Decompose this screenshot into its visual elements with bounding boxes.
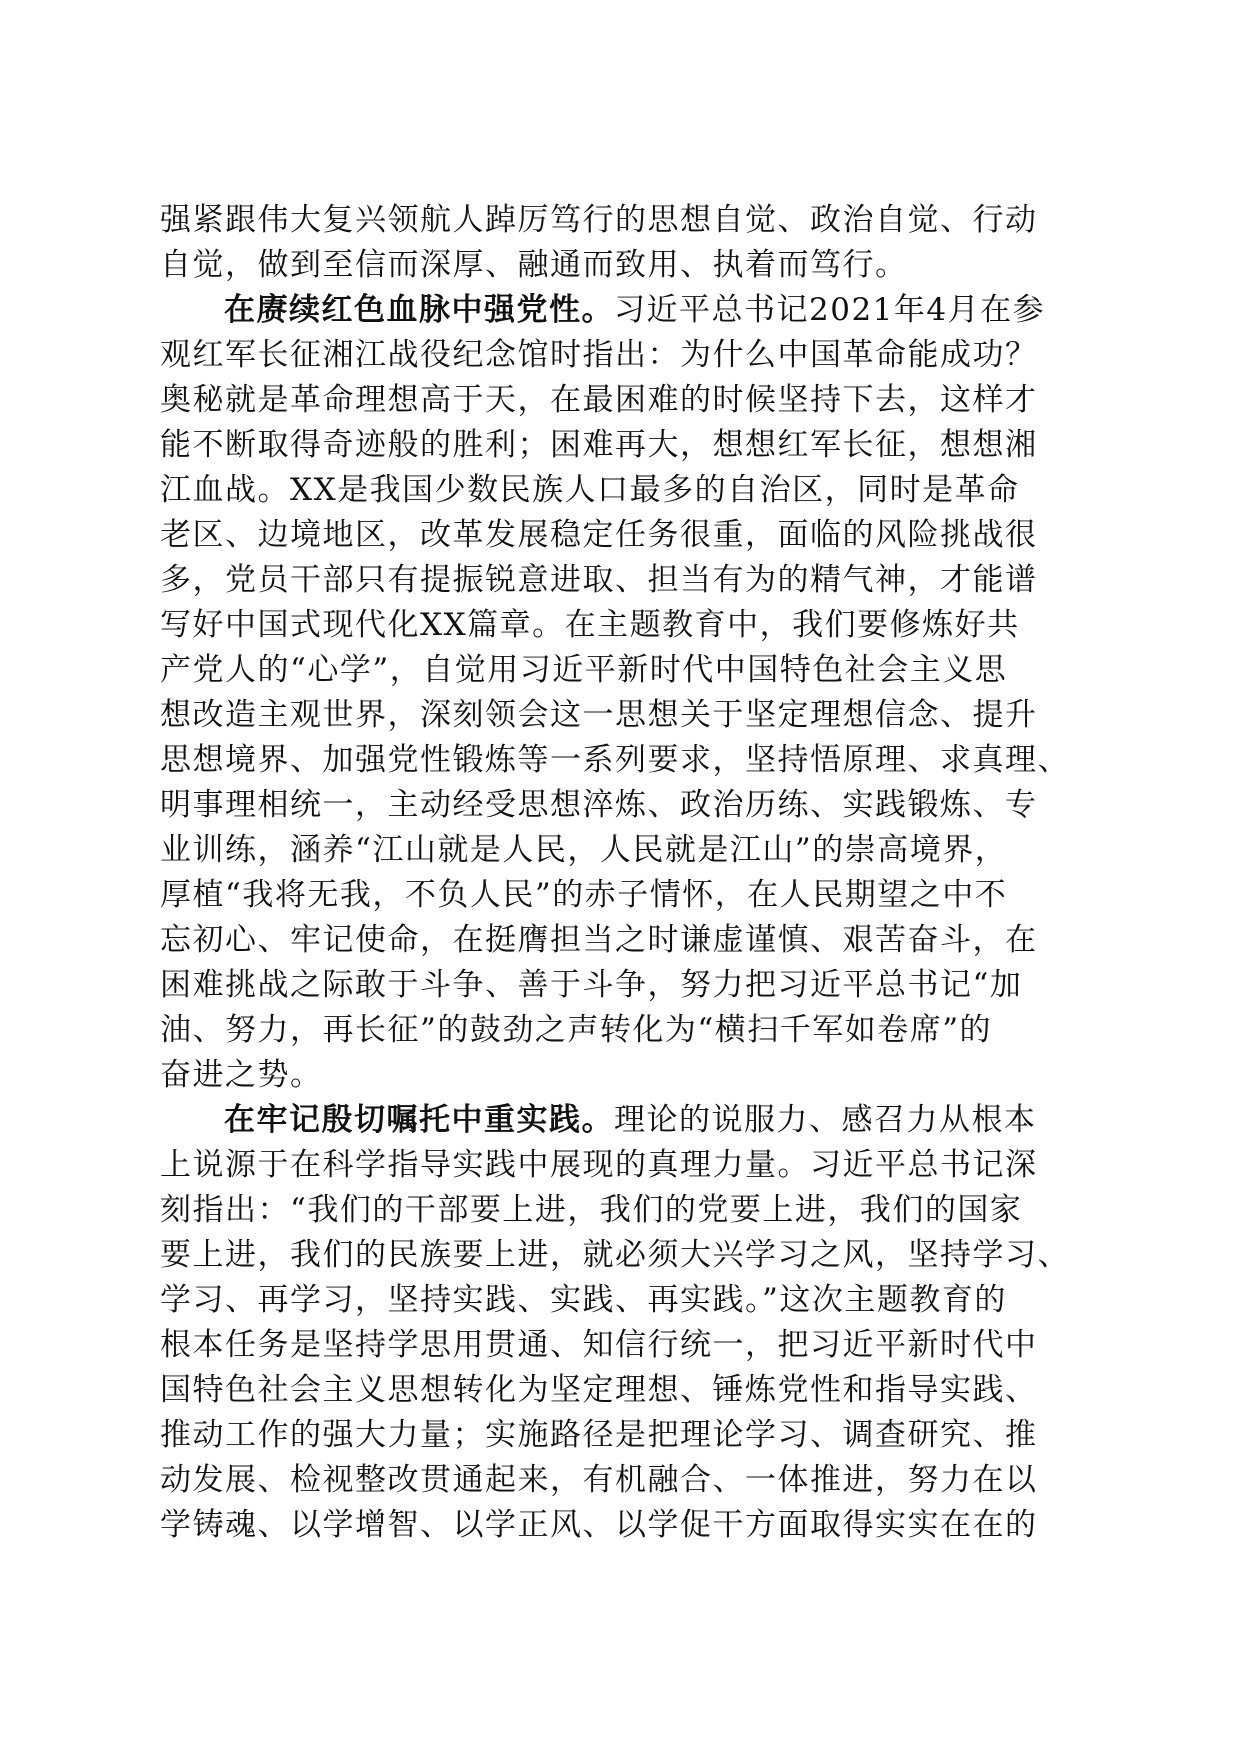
paragraph-first-line [160, 288, 1080, 333]
text-line: 要上进，我们的民族要上进，就必须大兴学习之风，坚持学习、 [160, 1237, 1070, 1273]
text-line: 上说源于在科学指导实践中展现的真理力量。习近平总书记深 [160, 1147, 1038, 1183]
text-line: 忘初心、牢记使命，在挺膺担当之时谦虚谨慎、艰苦奋斗，在 [160, 922, 1038, 958]
text-line: 明事理相统一，主动经受思想淬炼、政治历练、实践锻炼、专 [160, 787, 1038, 823]
text-line: 动发展、检视整改贯通起来，有机融合、一体推进，努力在以 [160, 1462, 1038, 1498]
paragraph-2 [160, 288, 1080, 1098]
text-line: 根本任务是坚持学思用贯通、知信行统一，把习近平新时代中 [160, 1327, 1038, 1363]
text-line: 江血战。XX是我国少数民族人口最多的自治区，同时是革命 [160, 472, 1020, 508]
text-line: 老区、边境地区，改革发展稳定任务很重，面临的风险挑战很 [160, 517, 1038, 553]
text-line: 奋进之势。 [160, 1057, 323, 1093]
text-line: 强紧跟伟大复兴领航人踔厉笃行的思想自觉、政治自觉、行动 [160, 202, 1038, 238]
paragraph-1 [160, 198, 1080, 288]
paragraph-heading: 在赓续红色血脉中强党性。 [224, 292, 614, 328]
text-line: 推动工作的强大力量；实施路径是把理论学习、调查研究、推 [160, 1417, 1038, 1453]
text-line: 想改造主观世界，深刻领会这一思想关于坚定理想信念、提升 [160, 697, 1038, 733]
text-line: 学铸魂、以学增智、以学正风、以学促干方面取得实实在在的 [160, 1507, 1038, 1543]
paragraph-first-line [160, 1098, 1080, 1143]
text-run: 理论的说服力、感召力从根本 [614, 1102, 1037, 1138]
text-line: 业训练，涵养“江山就是人民，人民就是江山”的崇高境界， [160, 832, 1008, 868]
text-line: 困难挑战之际敢于斗争、善于斗争，努力把习近平总书记“加 [160, 967, 1023, 1003]
text-line: 写好中国式现代化XX篇章。在主题教育中，我们要修炼好共 [160, 607, 1020, 643]
text-line: 学习、再学习，坚持实践、实践、再实践。”这次主题教育的 [160, 1282, 1007, 1318]
text-line: 厚植“我将无我，不负人民”的赤子情怀，在人民期望之中不 [160, 877, 1008, 913]
text-run: 习近平总书记2021年4月在参 [614, 292, 1046, 328]
text-line: 奥秘就是革命理想高于天，在最困难的时候坚持下去，这样才 [160, 382, 1038, 418]
document-page [160, 198, 1080, 1548]
text-line: 思想境界、加强党性锻炼等一系列要求，坚持悟原理、求真理、 [160, 742, 1070, 778]
text-line: 能不断取得奇迹般的胜利；困难再大，想想红军长征，想想湘 [160, 427, 1038, 463]
text-line: 多，党员干部只有提振锐意进取、担当有为的精气神，才能谱 [160, 562, 1038, 598]
paragraph-3 [160, 1098, 1080, 1548]
text-line: 油、努力，再长征”的鼓劲之声转化为“横扫千军如卷席”的 [160, 1012, 993, 1048]
text-line: 自觉，做到至信而深厚、融通而致用、执着而笃行。 [160, 247, 908, 283]
text-line: 产党人的“心学”，自觉用习近平新时代中国特色社会主义思 [160, 652, 1008, 688]
text-line: 国特色社会主义思想转化为坚定理想、锤炼党性和指导实践、 [160, 1372, 1038, 1408]
text-line: 观红军长征湘江战役纪念馆时指出：为什么中国革命能成功？ [160, 337, 1038, 373]
paragraph-heading: 在牢记殷切嘱托中重实践。 [224, 1102, 614, 1138]
text-line: 刻指出：“我们的干部要上进，我们的党要上进，我们的国家 [160, 1192, 1023, 1228]
